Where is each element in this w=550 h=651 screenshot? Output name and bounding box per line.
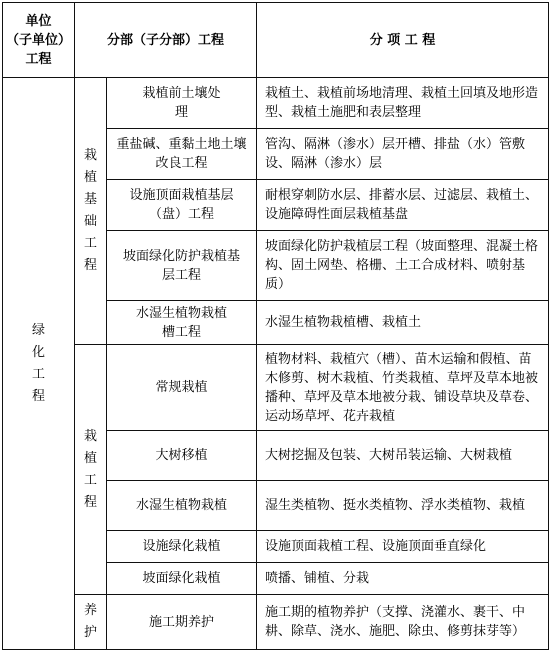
division-label-char: 植 [83,450,97,466]
subdivision-text: 设施顶面栽植基层（盘）工程 [129,188,234,222]
items-cell: 植物材料、栽植穴（槽）、苗木运输和假植、苗木修剪、树木栽植、竹类栽植、草坪及草本地被播种、草坪及草本地被分栽、铺设草块及草卷、运动场草坪、花卉栽植 [257,345,549,431]
table-row [3,78,549,129]
division-label-char: 栽 [83,428,97,444]
subdivision-text: 栽植前土壤处理 [142,86,221,120]
subdivision-cell [107,301,257,345]
table-header-row [3,3,549,78]
header-division-cell: 分部（子分部）工程 [75,3,257,78]
division-label-char: 工 [83,236,97,251]
items-cell: 施工期的植物养护（支撑、浇灌水、裹干、中耕、除草、浇水、施肥、除虫、修剪抹芽等） [257,595,549,650]
items-cell: 设施顶面栽植工程、设施顶面垂直绿化 [257,531,549,563]
subdivision-cell: 设施绿化栽植 [107,531,257,563]
division-label-cell [75,345,107,595]
items-cell: 耐根穿刺防水层、排蓄水层、过滤层、栽植土、设施障碍性面层栽植基盘 [257,180,549,231]
unit-label-char: 绿 [31,322,45,338]
division-label-char: 程 [83,258,97,273]
subdivision-cell: 坡面绿化栽植 [107,563,257,595]
division-label-char: 栽 [83,148,97,163]
division-label-char: 础 [83,214,97,229]
division-label-char: 工 [83,472,97,488]
header-unit-line: （子单位） [5,32,71,48]
header-unit-line: 单位 [25,13,52,29]
division-label-cell [75,595,107,650]
unit-label-char: 化 [31,344,45,360]
items-cell: 湿生类植物、挺水类植物、浮水类植物、栽植 [257,481,549,531]
division-label-char: 基 [83,192,97,207]
items-cell: 喷播、铺植、分栽 [257,563,549,595]
division-label-cell [75,78,107,345]
items-cell: 坡面绿化防护栽植层工程（坡面整理、混凝土格构、固土网垫、格栅、土工合成材料、喷射基质） [257,231,549,301]
subdivision-text: 坡面绿化防护栽植基层工程 [122,248,240,283]
unit-label-cell [3,78,75,650]
table-row [3,345,549,431]
division-label-char: 护 [83,625,97,640]
table-row [3,595,549,650]
division-label-char: 程 [83,494,97,510]
header-item-cell: 分 项 工 程 [257,3,549,78]
items-cell: 栽植土、栽植前场地清理、栽植土回填及地形造型、栽植土施肥和表层整理 [257,78,549,129]
subdivision-cell: 常规栽植 [107,345,257,431]
header-unit-line: 工程 [25,51,52,67]
subdivision-cell [107,78,257,129]
division-label-char: 植 [83,170,97,185]
subdivision-cell [107,231,257,301]
header-unit-cell [3,3,75,78]
construction-division-table [2,2,549,650]
subdivision-cell: 施工期养护 [107,595,257,650]
subdivision-text: 重盐碱、重黏土地土壤改良工程 [116,137,247,171]
subdivision-cell [107,129,257,180]
items-cell: 大树挖掘及包装、大树吊装运输、大树栽植 [257,431,549,481]
division-label-char: 养 [83,603,97,618]
items-cell: 水湿生植物栽植槽、栽植土 [257,301,549,345]
unit-label-char: 程 [31,388,45,404]
unit-label-char: 工 [31,366,45,382]
subdivision-cell [107,180,257,231]
subdivision-cell: 水湿生植物栽植 [107,481,257,531]
subdivision-text: 水湿生植物栽植槽工程 [135,305,227,340]
items-cell: 管沟、隔淋（渗水）层开槽、排盐（水）管敷设、隔淋（渗水）层 [257,129,549,180]
subdivision-cell: 大树移植 [107,431,257,481]
